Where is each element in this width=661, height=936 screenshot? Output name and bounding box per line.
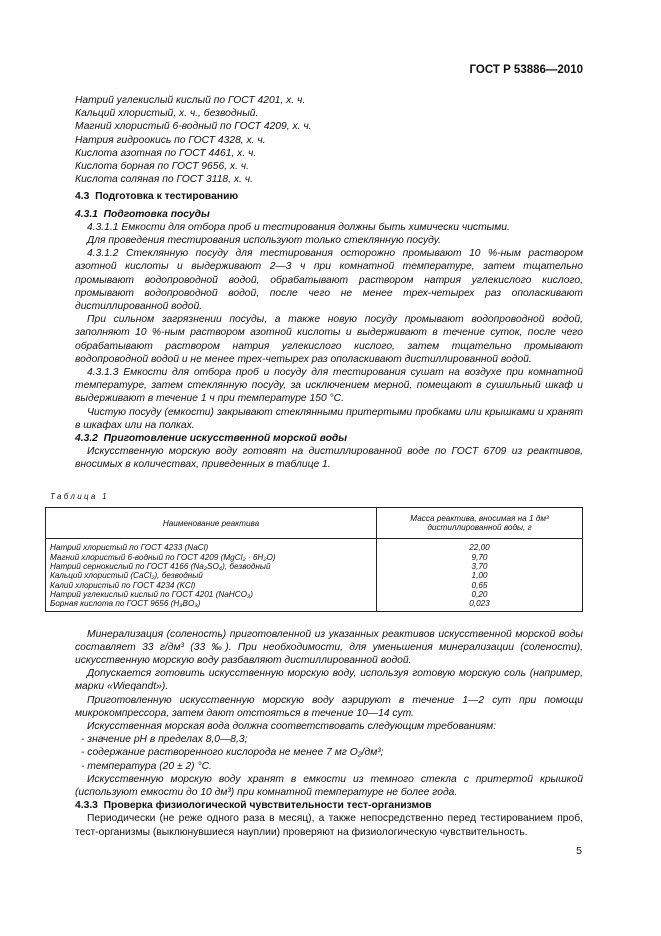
- reagent-item: Натрий углекислый кислый по ГОСТ 4201, х. ч.: [75, 95, 306, 106]
- reagent-mass: 1,00: [377, 571, 583, 580]
- column-header-reagent: Наименование реактива: [46, 507, 377, 539]
- section-4-3-3-heading: 4.3.3 Проверка физиологической чувствительности тест-организмов: [75, 800, 432, 812]
- paragraph: Приготовленную искусственную морскую воду аэрируют в течение 1—2 сут при помощи микрокомпрессора, затем дают отстояться в течение 10—14 сут.: [75, 694, 583, 719]
- table-row: [46, 539, 583, 553]
- reagent-mass: 0,023: [377, 599, 583, 611]
- requirement-item: - значение рН в пределах 8,0—8,3;: [81, 734, 248, 746]
- paragraph: Минерализация (соленость) приготовленной из указанных реактивов искусственной морской воды составляет 33 г/дм³ (33 ‰). При необходимости, для уменьшения минерализации (солености), искусственную морскую воду разбавляют дистиллированной водой.: [75, 628, 583, 666]
- requirement-item: - температура (20 ± 2) °С.: [81, 760, 212, 772]
- table-row: [46, 581, 583, 590]
- reagent-mass: 22,00: [377, 539, 583, 553]
- reagent-name: Кальций хлористый (CaCl₂), безводный: [46, 571, 377, 580]
- standard-header: ГОСТ Р 53886—2010: [469, 64, 583, 76]
- paragraph: Допускается готовить искусственную морскую воду, используя готовую морскую соль (например, марки «Wieqandt»).: [75, 668, 583, 693]
- reagent-item: Кислота азотная по ГОСТ 4461, х. ч.: [75, 147, 257, 159]
- table-header-row: [46, 507, 583, 539]
- paragraph: Для проведения тестирования используют только стеклянную посуду.: [87, 235, 442, 247]
- paragraph: Искусственная морская вода должна соответствовать следующим требованиям:: [87, 720, 497, 732]
- reagent-name: Магний хлористый 6-водный по ГОСТ 4209 (MgCl₂ · 6H₂O): [46, 553, 377, 562]
- paragraph: 4.3.1.1 Емкости для отбора проб и тестирования должны быть химически чистыми.: [87, 221, 510, 233]
- section-4-3-2-heading: 4.3.2 Приготовление искусственной морской воды: [75, 433, 348, 445]
- paragraph: Искусственную морскую воду хранят в емкости из темного стекла с притертой крышкой (используют емкости до 10 дм³) при комнатной температуре не более года.: [75, 773, 583, 798]
- table-row: [46, 562, 583, 571]
- paragraph: 4.3.1.2 Стеклянную посуду для тестирования осторожно промывают 10 %-ным раствором азотной кислоты и выдерживают 2—3 ч при комнатной температуре, затем тщательно промывают водопроводной водой, обрабатывают раствором натрия углекислого кислого, промывают водопроводной водой, после чего не менее трех-четырех раз ополаскивают дистиллированной водой.: [75, 248, 583, 313]
- reagent-table: [45, 507, 583, 612]
- reagent-name: Калий хлористый по ГОСТ 4234 (KCl): [46, 581, 377, 590]
- paragraph: При сильном загрязнении посуды, а также новую посуду промывают водопроводной водой, заполняют 10 %-ным раствором азотной кислоты и выдерживают в течение суток, после чего обрабатывают раствором натрия углекислого кислого, затем тщательно промывают водопроводной водой и не менее трех-четырех раз ополаскивают дистиллированной водой.: [75, 314, 583, 365]
- table-caption: Таблица 1: [50, 491, 109, 501]
- reagent-item: Кислота соляная по ГОСТ 3118, х. ч.: [75, 174, 253, 186]
- page-content: [50, 94, 583, 839]
- reagent-mass: 0,20: [377, 590, 583, 599]
- table-row: [46, 590, 583, 599]
- reagent-item: Кислота борная по ГОСТ 9656, х. ч.: [75, 161, 249, 173]
- section-4-3-heading: 4.3 Подготовка к тестированию: [75, 191, 239, 203]
- requirement-item: - содержание растворенного кислорода не менее 7 мг O₂/дм³;: [81, 747, 384, 759]
- paragraph: 4.3.1.3 Емкости для отбора проб и посуду для тестирования сушат на воздухе при комнатной температуре, затем стеклянную посуду, за исключением мерной, помещают в сушильный шкаф и выдерживают в течение 1 ч при температуре 150 °С.: [75, 367, 583, 405]
- paragraph: Искусственную морскую воду готовят на дистиллированной воде по ГОСТ 6709 из реактивов, вносимых в количествах, приведенных в таблице 1.: [75, 446, 583, 471]
- reagent-item: Натрия гидроокись по ГОСТ 4328, х. ч.: [75, 134, 266, 146]
- reagent-list: [75, 94, 583, 186]
- reagent-mass: 3,70: [377, 562, 583, 571]
- reagent-mass: 0,65: [377, 581, 583, 590]
- column-header-mass: Масса реактива, вносимая на 1 дм³ дистиллированной воды, г: [377, 507, 583, 539]
- reagent-mass: 9,70: [377, 553, 583, 562]
- table-row: [46, 553, 583, 562]
- table-row: [46, 571, 583, 580]
- paragraph: Чистую посуду (емкости) закрывают стеклянными притертыми пробками или крышками и хранят в шкафах или на полках.: [75, 406, 583, 431]
- table-row: [46, 599, 583, 611]
- reagent-item: Магний хлористый 6-водный по ГОСТ 4209, х. ч.: [75, 121, 312, 133]
- reagent-item: Кальций хлористый, х. ч., безводный.: [75, 108, 259, 120]
- paragraph: Периодически (не реже одного раза в месяц), а также непосредственно перед тестированием проб, тест-организмы (выклюнувшиеся науплии) проверяют на физиологическую чувствительность.: [75, 813, 583, 838]
- reagent-name: Борная кислота по ГОСТ 9656 (H₃BO₃): [46, 599, 377, 611]
- reagent-name: Натрий сернокислый по ГОСТ 4166 (Na₂SO₄), безводный: [46, 562, 377, 571]
- section-4-3-1-heading: 4.3.1 Подготовка посуды: [75, 208, 210, 220]
- page-number: 5: [576, 845, 582, 857]
- reagent-name: Натрий углекислый кислый по ГОСТ 4201 (NaHCO₃): [46, 590, 377, 599]
- reagent-name: Натрий хлористый по ГОСТ 4233 (NaCl): [46, 539, 377, 553]
